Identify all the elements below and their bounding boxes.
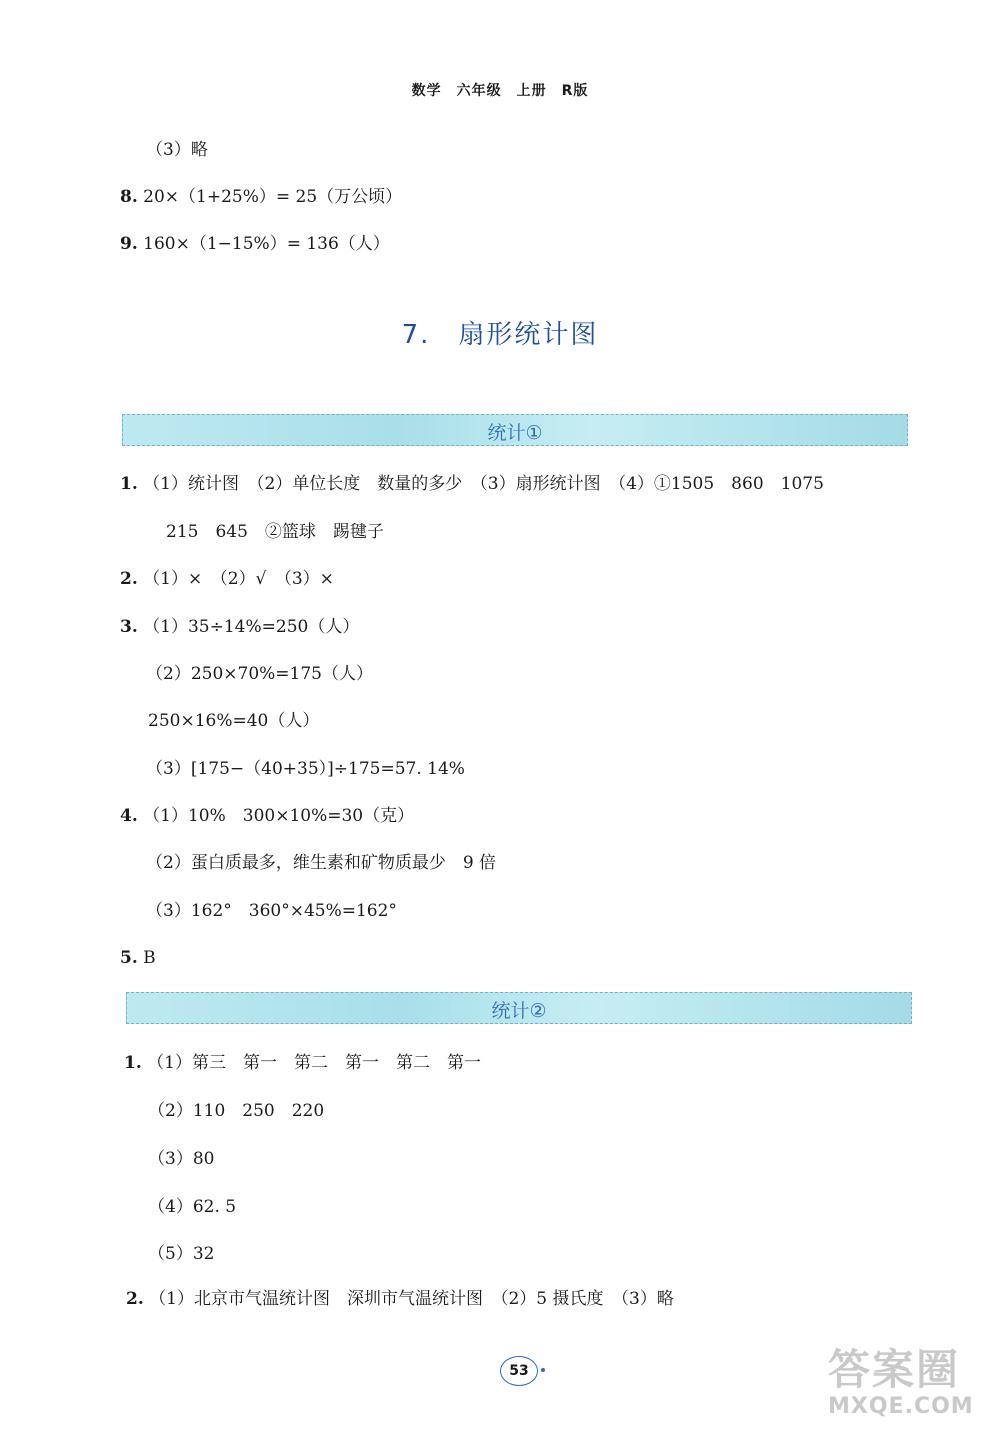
list-item: （3）略 [146, 140, 208, 160]
band-label: 统计① [487, 422, 543, 444]
question-number: 8. [120, 187, 138, 207]
list-item: 2. （1）北京市气温统计图 深圳市气温统计图 （2）5 摄氏度 （3）略 [126, 1289, 674, 1309]
list-item: 250×16%=40（人） [148, 711, 320, 731]
list-item: 2. （1）× （2）√ （3）× [120, 569, 334, 589]
list-item: （5）32 [148, 1244, 215, 1264]
list-item: 1. （1）统计图 （2）单位长度 数量的多少 （3）扇形统计图 （4）①1505 860 1075 [120, 474, 824, 494]
list-item: （2）蛋白质最多，维生素和矿物质最少 9 倍 [146, 853, 497, 873]
question-number: 9. [120, 234, 138, 254]
watermark-logo [828, 1346, 994, 1436]
section-band-2 [126, 992, 912, 1024]
section-title: 7. 扇形统计图 [401, 320, 599, 350]
question-number: 2. [120, 569, 138, 589]
list-item: （2）110 250 220 [148, 1101, 325, 1121]
list-item: （3）80 [148, 1149, 215, 1169]
watermark-top: 答案圈 [828, 1345, 961, 1394]
list-item: （3）162° 360°×45%=162° [146, 901, 397, 921]
page-number: 53 [500, 1356, 538, 1386]
list-item: 9. 160×（1−15%）= 136（人） [120, 234, 390, 254]
section-band-1 [122, 414, 908, 446]
page-header: 数学 六年级 上册 R版 [411, 83, 589, 99]
question-number: 5. [120, 948, 138, 968]
question-number: 1. [120, 474, 138, 494]
page-number-dot [541, 1368, 545, 1372]
list-item: 8. 20×（1+25%）= 25（万公顷） [120, 187, 403, 207]
list-item: 4. （1）10% 300×10%=30（克） [120, 806, 415, 826]
list-item: （4）62. 5 [148, 1197, 237, 1217]
question-number: 3. [120, 617, 138, 637]
question-number: 4. [120, 806, 138, 826]
list-item: （2）250×70%=175（人） [146, 664, 373, 684]
list-item: 215 645 ②篮球 踢毽子 [166, 522, 384, 542]
band-label: 统计② [491, 1000, 547, 1022]
list-item: 3. （1）35÷14%=250（人） [120, 617, 360, 637]
question-number: 2. [126, 1289, 144, 1309]
list-item: （3）[175−（40+35）]÷175=57. 14% [146, 759, 465, 779]
list-item: 1. （1）第三 第一 第二 第一 第二 第一 [124, 1053, 481, 1073]
question-number: 1. [124, 1053, 142, 1073]
watermark-bottom: MXQE.COM [828, 1394, 974, 1419]
list-item: 5. B [120, 948, 156, 968]
